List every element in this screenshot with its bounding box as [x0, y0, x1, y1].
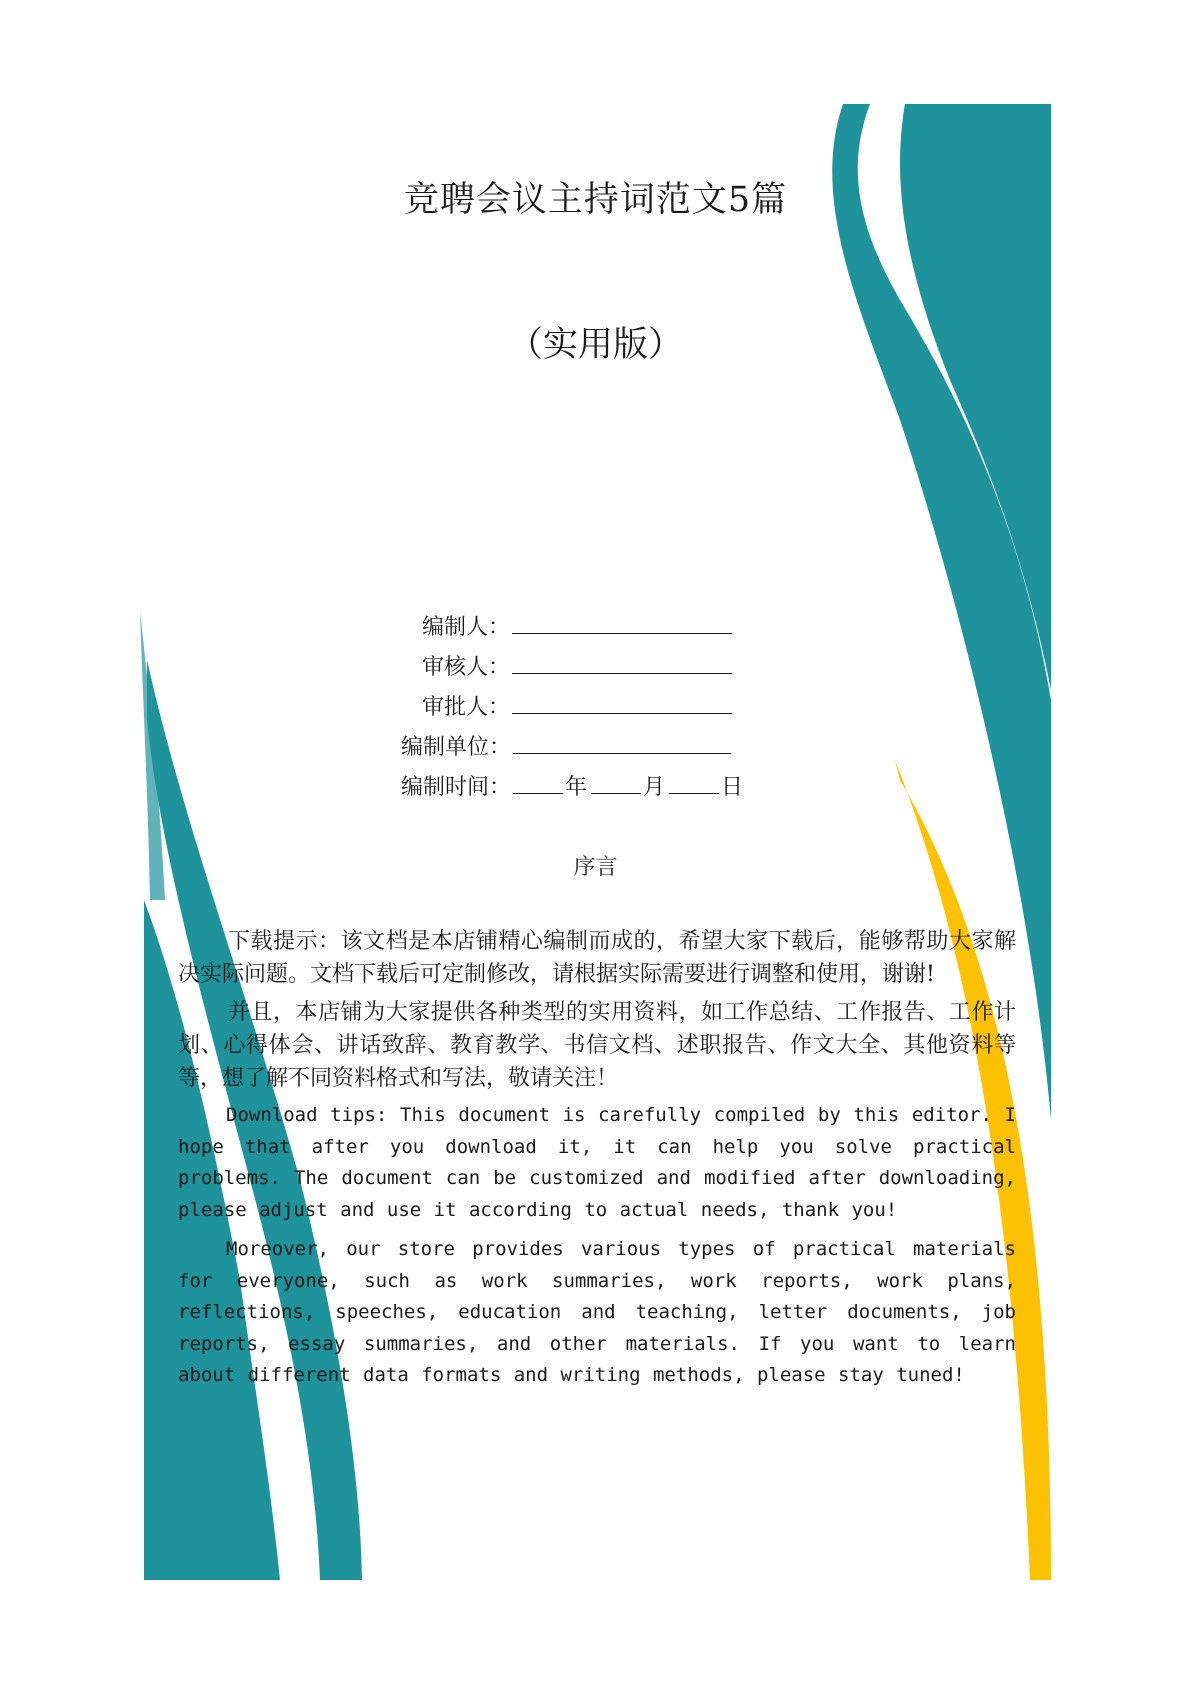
unit-field[interactable] — [513, 725, 731, 754]
reviewer-row — [400, 645, 745, 685]
approver-label: 审批人： — [421, 695, 510, 720]
preface-paragraph-cn-2: 并且，本店铺为大家提供各种类型的实用资料，如工作总结、工作报告、工作计划、心得体会、讲话致辞、教育教学、书信文档、述职报告、作文大全、其他资料等等，想了解不同资料格式和写法，敬请关注！ — [178, 1000, 1016, 1091]
time-label: 编制时间： — [400, 775, 511, 800]
reviewer-field[interactable] — [512, 645, 732, 674]
year-label: 年 — [565, 775, 588, 800]
year-field[interactable] — [513, 765, 563, 794]
approval-form — [400, 605, 745, 805]
preface-paragraph-en-1: Download tips: This document is carefully compiled by this editor. I hope that after you download it, it can help you solve practical problems. The document can be customized and modified after downloading, please adjust and use it according to actual needs, thank you! — [178, 1104, 1016, 1221]
preface-paragraph-en-2: Moreover, our store provides various types of practical materials for everyone, such as work summaries, work reports, work plans, reflections, speeches, education and teaching, letter documents, job reports, essay summaries, and other materials. If you want to learn about different data formats and writing methods, please stay tuned! — [178, 1238, 1016, 1386]
day-label: 日 — [721, 775, 744, 800]
approver-field[interactable] — [512, 685, 732, 714]
compiler-label: 编制人： — [421, 615, 510, 640]
unit-label: 编制单位： — [400, 735, 511, 760]
preface-paragraph-cn-1: 下载提示：该文档是本店铺精心编制而成的，希望大家下载后，能够帮助大家解决实际问题。文档下载后可定制修改，请根据实际需要进行调整和使用，谢谢! — [178, 929, 1016, 987]
preface-heading: 序言 — [573, 855, 618, 880]
compiler-field[interactable] — [512, 605, 732, 634]
document-title: 竞聘会议主持词范文5篇 — [403, 180, 788, 220]
compiler-row — [400, 605, 745, 645]
time-row — [400, 765, 745, 805]
document-subtitle: （实用版） — [507, 325, 683, 365]
day-field[interactable] — [669, 765, 719, 794]
reviewer-label: 审核人： — [421, 655, 510, 680]
month-field[interactable] — [591, 765, 641, 794]
approver-row — [400, 685, 745, 725]
unit-row — [400, 725, 745, 765]
month-label: 月 — [643, 775, 666, 800]
preface-body — [178, 925, 1016, 1400]
